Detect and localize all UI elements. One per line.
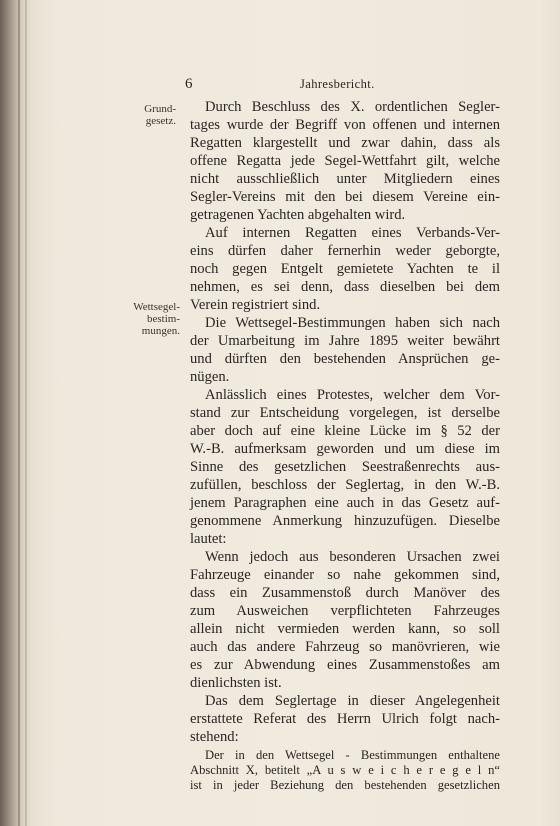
text-line: Sinne des gesetzlichen Seestraßenrechts aus- [190,459,500,475]
text-line: auch das andere Fahrzeug so manövrieren, wie [190,639,500,655]
binding-edge [18,0,20,826]
text-line: Durch Beschluss des X. ordentlichen Segler- [205,99,500,115]
text-line: zufüllen, beschloss der Seglertag, in den W.-B. [190,477,500,493]
text-line: noch gegen Entgelt gemietete Yachten te il [190,261,500,277]
text-line: offene Regatta jede Segel-Wettfahrt gilt, welche [190,153,500,169]
text-line: der Umarbeitung im Jahre 1895 weiter bewährt [190,333,500,349]
text-line: zum Ausweichen verpflichteten Fahrzeuges [190,603,500,619]
text-line: eins dürfen daher fernerhin weder geborgte, [190,243,500,259]
text-line: erstattete Referat des Herrn Ulrich folgt nach- [190,711,500,727]
text-line: tages wurde der Begriff von offenen und internen [190,117,500,133]
text-line: Das dem Seglertage in dieser Angelegenheit [205,693,500,709]
text-line: genommene Anmerkung hinzuzufügen. Dieselbe [190,513,500,529]
text-line: allein nicht vermieden werden kann, so soll [190,621,500,637]
text-line: stehend: [190,729,239,745]
text-line: W.-B. aufmerksam geworden und um diese im [190,441,500,457]
text-line: Anlässlich eines Protestes, welcher dem Vor- [205,387,500,403]
text-line: nehmen, es sei denn, dass dieselben bei dem [190,279,500,295]
text-line: Fahrzeuge einander so nahe gekommen sind, [190,567,500,583]
text-line: nügen. [190,369,230,385]
binding-edge-inner [25,0,27,826]
text-line: Segler-Vereins mit den bei diesem Vereine ein- [190,189,500,205]
page-number: 6 [185,76,193,92]
text-line: stand zur Entscheidung vorgelegen, ist derselbe [190,405,500,421]
text-line: Wenn jedoch aus besonderen Ursachen zwei [205,549,500,565]
sidenote-grundgesetz: Grund- gesetz. [144,103,176,127]
sidenote-wettsegel-bestimmungen: Wettsegel- bestim- mungen. [133,301,180,337]
text-line: Verein registriert sind. [190,297,321,313]
running-head: Jahresbericht. [300,77,375,91]
text-line: dienlichsten ist. [190,675,282,691]
text-line: lautet: [190,531,227,547]
text-line: und dürften den bestehenden Ansprüchen ge- [190,351,500,367]
text-line: getragenen Yachten abgehalten wird. [190,207,406,223]
quote-line: ist in jeder Beziehung den bestehenden gesetzlichen [190,778,500,792]
quote-line: Abschnitt X, betitelt „A u s w e i c h e r e g e l n“ [190,763,500,777]
text-line: Auf internen Regatten eines Verbands-Ver- [205,225,500,241]
text-line: es zur Abwendung eines Zusammenstoßes am [190,657,500,673]
text-line: aber doch auf eine kleine Lücke im § 52 der [190,423,500,439]
page-header [0,76,560,96]
text-line: Regatten klargestellt und zwar dahin, dass als [190,135,500,151]
text-line: jenem Paragraphen eine auch in das Gesetz auf- [190,495,500,511]
quote-line: Der in den Wettsegel - Bestimmungen enthaltene [205,748,500,762]
text-line: Die Wettsegel-Bestimmungen haben sich nach [205,315,500,331]
text-line: dass ein Zusammenstoß durch Manöver des [190,585,500,601]
text-line: nicht ausschließlich unter Mitgliedern eines [190,171,500,187]
